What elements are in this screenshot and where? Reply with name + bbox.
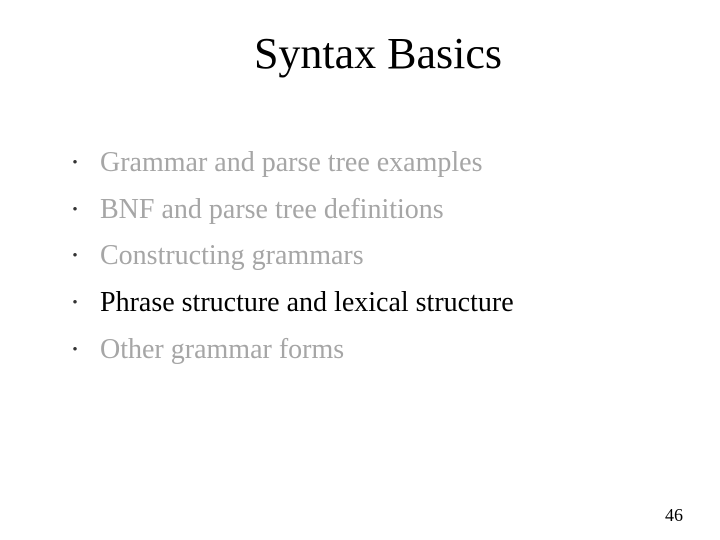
bullet-icon: • xyxy=(72,201,78,218)
bullet-text: Other grammar forms xyxy=(100,333,345,365)
slide-title: Syntax Basics xyxy=(253,29,503,78)
bullet-icon: • xyxy=(72,295,78,312)
bullet-text: Constructing grammars xyxy=(100,240,364,272)
bullet-icon: • xyxy=(72,155,78,171)
bullet-icon: • xyxy=(72,341,78,358)
page-number: 46 xyxy=(665,505,683,525)
bullet-text: Grammar and parse tree examples xyxy=(100,147,483,178)
bullet-text: Phrase structure and lexical structure xyxy=(100,287,514,319)
bullet-icon: • xyxy=(72,248,78,265)
bullet-text: BNF and parse tree definitions xyxy=(100,193,444,225)
